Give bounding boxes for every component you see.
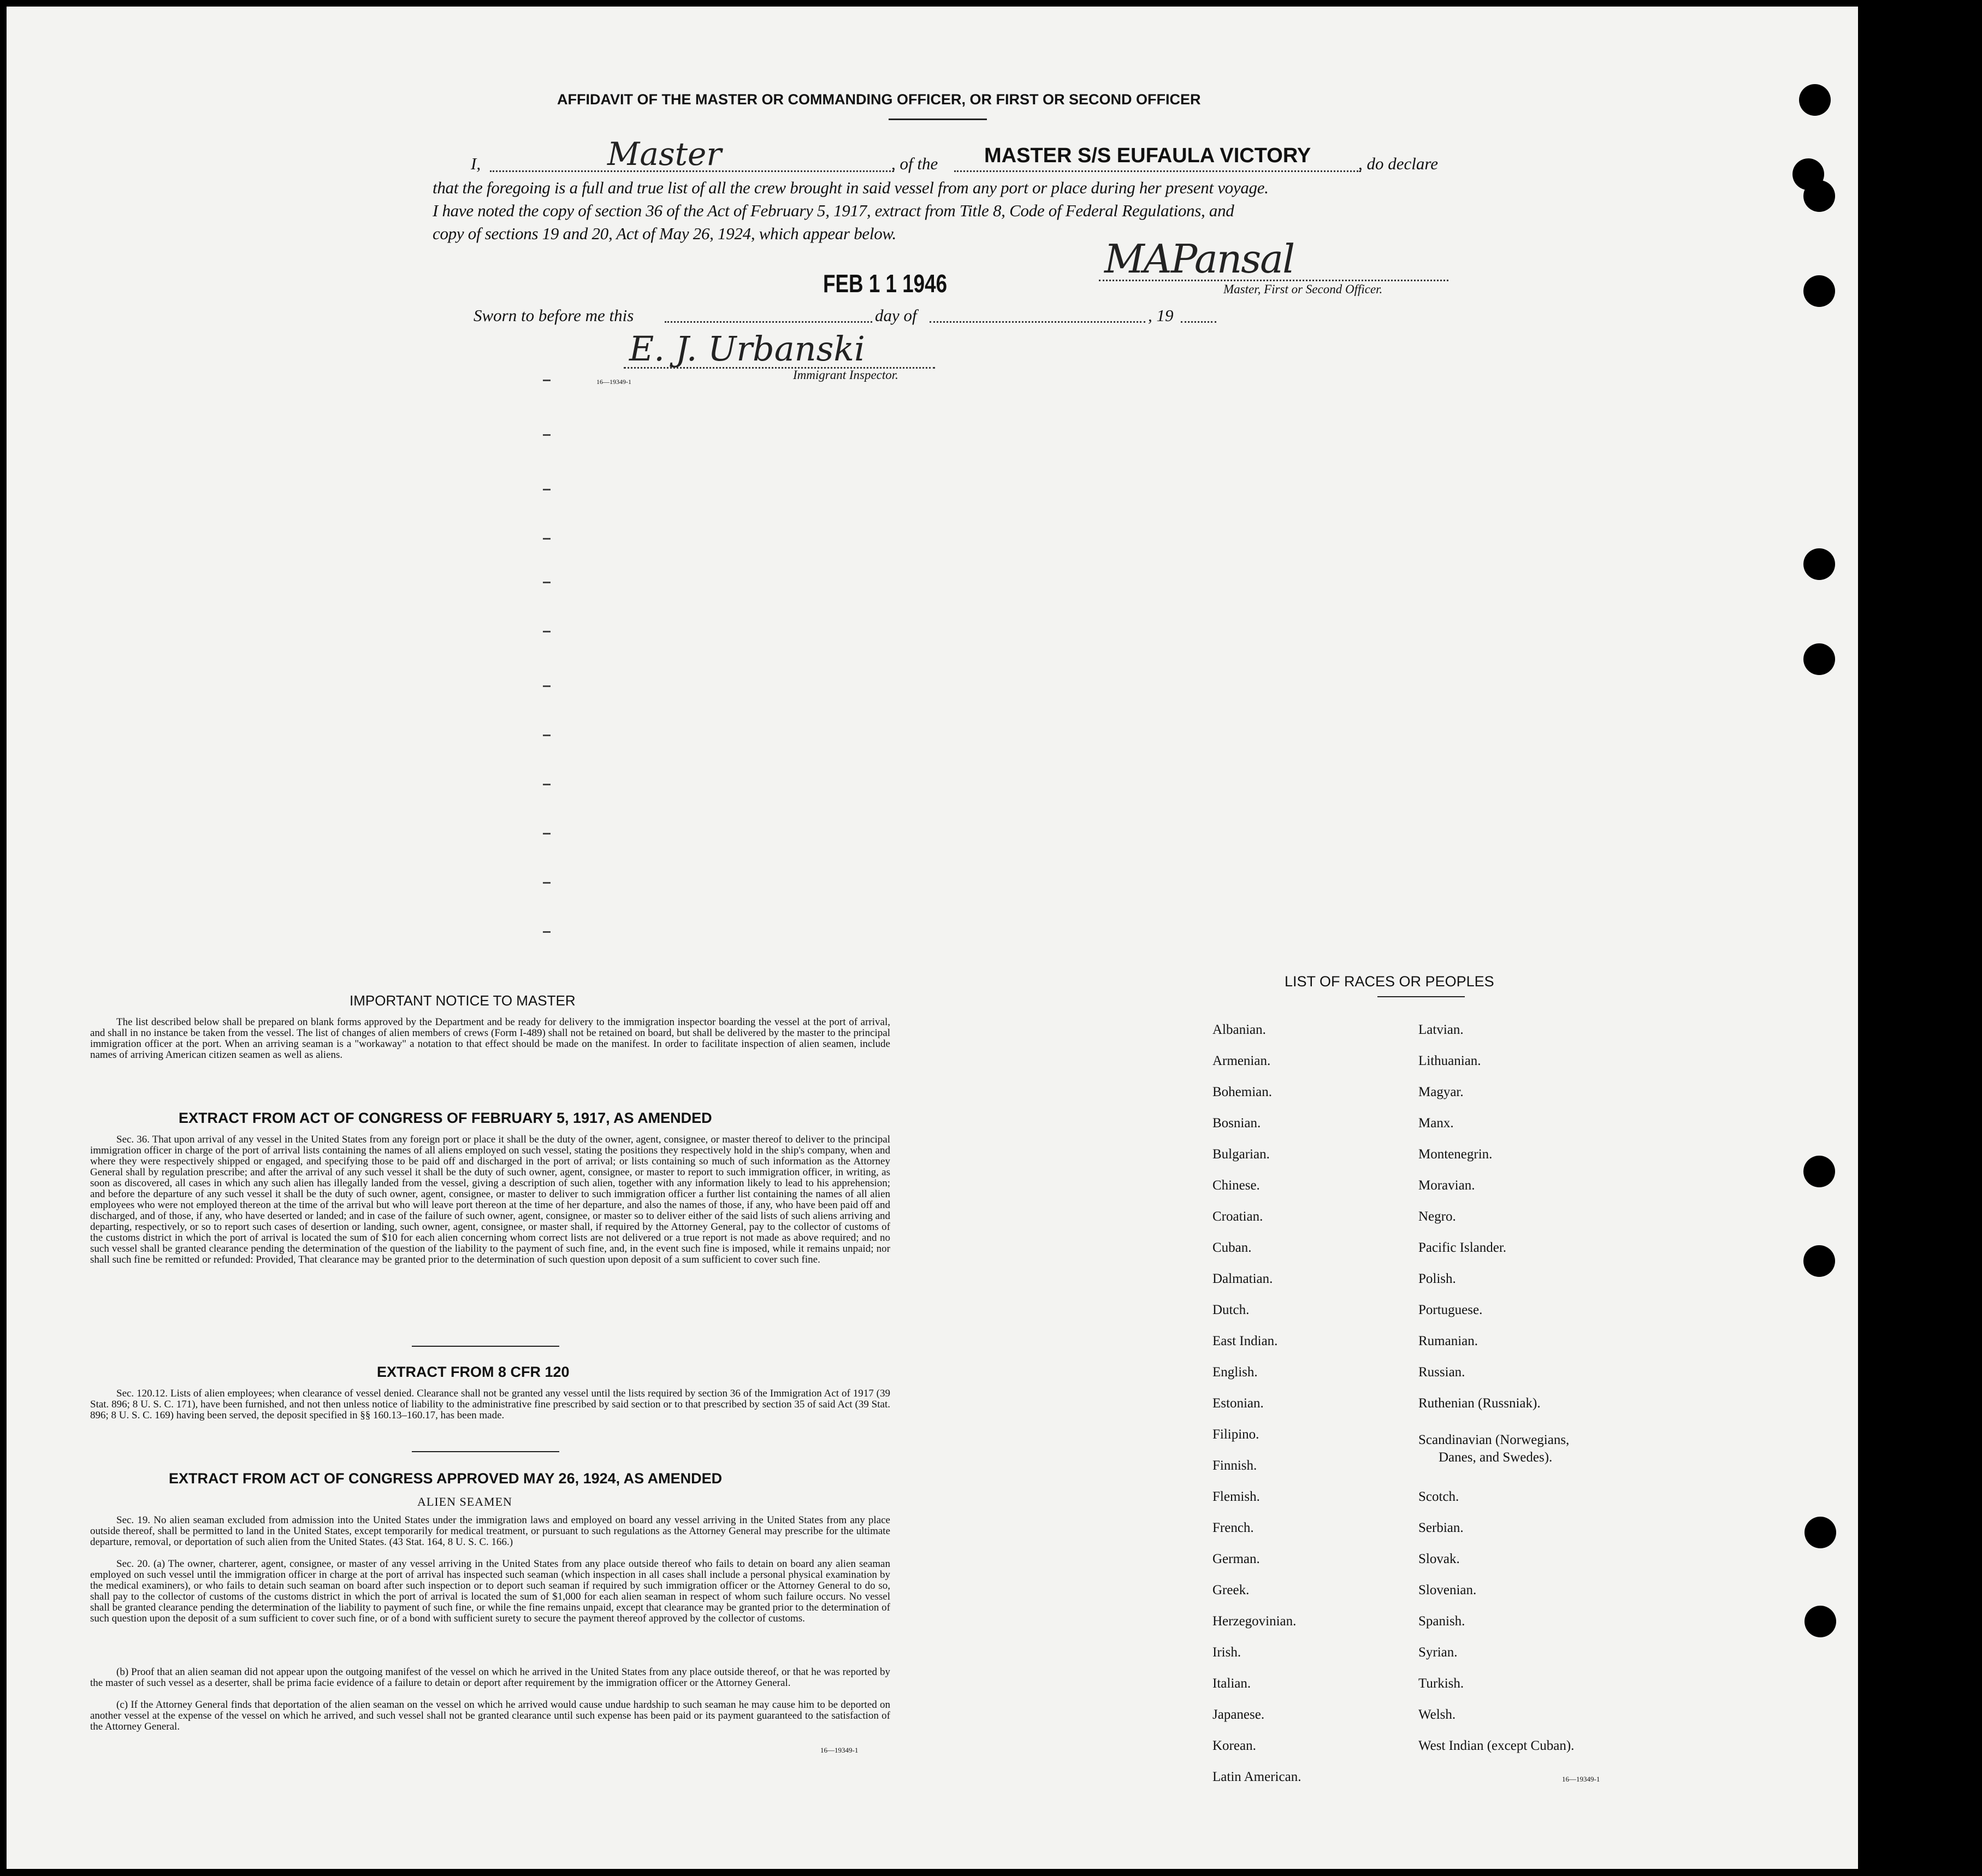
punch-hole (1803, 180, 1835, 212)
extract-form-number: 16—19349-1 (820, 1746, 859, 1754)
sworn-year: , 19 (1148, 306, 1174, 325)
race-item: Latin American. (1212, 1770, 1301, 1784)
sworn-label: Sworn to before me this (474, 306, 634, 325)
master-title-handwritten: Master (607, 135, 722, 173)
date-stamp: FEB 1 1 1946 (823, 269, 948, 298)
extract-1917-title: EXTRACT FROM ACT OF CONGRESS OF FEBRUARY 5, 1917, AS AMENDED (179, 1110, 712, 1126)
race-item: Portuguese. (1418, 1303, 1483, 1317)
race-item: Armenian. (1212, 1054, 1271, 1068)
race-item: Flemish. (1212, 1489, 1260, 1504)
affidavit-line-3: I have noted the copy of section 36 of the Act of February 5, 1917, extract from Title 8, Code of Federal Regulations, and (433, 201, 1234, 220)
race-item: Filipino. (1212, 1427, 1259, 1442)
inspector-signature: E. J. Urbanski (629, 329, 865, 369)
affidavit-of-the: , of the (891, 154, 938, 173)
inspector-caption: Immigrant Inspector. (793, 368, 898, 382)
affidavit-i-label: I, (471, 154, 481, 173)
race-item: Pacific Islander. (1418, 1240, 1507, 1255)
race-item: Herzegovinian. (1212, 1614, 1297, 1629)
race-item: Italian. (1212, 1676, 1251, 1691)
extract-1924-sec20a: Sec. 20. (a) The owner, charterer, agent, consignee, or master of any vessel arriving in the United States from any place outside thereof who fails to detain on board any alien seaman employed on such vessel until the immigration officer in charge at the port of arrival has inspected such seaman (which inspection in all cases shall include a personal physical examination by the medical examiners), or who fails to detain such seaman on board after such inspection or to deport such seaman if required by such immigration officer or the Attorney General to do so, shall pay to the collector of customs of the customs district in which the port of arrival is located the sum of $1,000 for each alien seaman in respect of whom such failure occurs. No vessel shall be granted clearance pending the determination of the liability to payment of such fine, or while the fine remains unpaid, except that clearance may be granted prior to the determination of such question upon the deposit of a sum sufficient to cover such fine, or of a bond with sufficient surety to secure the payment thereof approved by the collector of customs. (90, 1558, 890, 1624)
race-item: Dutch. (1212, 1303, 1250, 1317)
race-item: Montenegrin. (1418, 1147, 1493, 1162)
race-item: French. (1212, 1520, 1254, 1535)
punch-hole (1803, 643, 1835, 675)
race-item: Slovenian. (1418, 1583, 1477, 1597)
race-item: Bulgarian. (1212, 1147, 1270, 1162)
master-signature-caption: Master, First or Second Officer. (1223, 282, 1383, 296)
punch-hole (1804, 1517, 1836, 1548)
races-form-number: 16—19349-1 (1562, 1775, 1600, 1783)
race-item: Lithuanian. (1418, 1054, 1481, 1068)
race-item: Cuban. (1212, 1240, 1252, 1255)
extract-cfr-body: Sec. 120.12. Lists of alien employees; when clearance of vessel denied. Clearance shall not be granted any vessel until the lists required by section 36 of the Immigration Act of 1917 (39 Stat. 896; 8 U. S. C. 171), have been furnished, and not then unless notice of liability to the administrative fine prescribed by said section or to that prescribed by section 35 of said Act (39 Stat. 896; 8 U. S. C. 169) having been served, the deposit specified in §§ 160.13–160.17, has been made. (90, 1388, 890, 1421)
affidavit-title: AFFIDAVIT OF THE MASTER OR COMMANDING OFFICER, OR FIRST OR SECOND OFFICER (557, 91, 1201, 108)
alien-seamen-subtitle: ALIEN SEAMEN (417, 1495, 512, 1508)
race-item: Greek. (1212, 1583, 1250, 1597)
affidavit-form-number: 16—19349-1 (596, 378, 631, 386)
race-item: German. (1212, 1552, 1260, 1566)
extract-1924-sec19: Sec. 19. No alien seaman excluded from admission into the United States under the immigration laws and employed on board any vessel arriving in the United States from any place outside thereof, shall be permitted to land in the United States, except temporarily for medical treatment, or pursuant to such regulations as the Attorney General may prescribe for the ultimate departure, removal, or deportation of such alien from the United States. (43 Stat. 164, 8 U. S. C. 166.) (90, 1514, 890, 1548)
race-item: Danes, and Swedes). (1439, 1450, 1553, 1465)
race-item: West Indian (except Cuban). (1418, 1738, 1575, 1753)
punch-hole (1803, 275, 1835, 307)
race-item: Korean. (1212, 1738, 1256, 1753)
extract-1917-body: Sec. 36. That upon arrival of any vessel in the United States from any foreign port or place it shall be the duty of the owner, agent, consignee, or master thereof to deliver to the principal immigration officer in charge of the port of arrival lists containing the names of all aliens employed on such vessel, stating the positions they respectively hold in the ship's company, when and where they were respectively shipped or engaged, and specifying those to be paid off and discharged in the port of arrival; or lists containing so much of such information as the Attorney General shall by regulation prescribe; and after the arrival of any such vessel it shall be the duty of such owner, agent, consignee, or master to report to such immigration officer, in writing, as soon as discovered, all cases in which any such alien has illegally landed from the vessel, giving a description of such alien, together with any information likely to lead to his apprehension; and before the departure of any such vessel it shall be the duty of such owner, agent, consignee, or master to deliver to such immigration officer a further list containing the names of all alien employees who were not employed thereon at the time of the arrival but who will leave port thereon at the time of her departure, and also the names of those, if any, who have been paid off and discharged, and of those, if any, who have deserted or landed; and in case of the failure of such owner, agent, consignee, or master so to deliver either of the said lists of such aliens arriving and departing, respectively, or so to report such cases of desertion or landing, such owner, agent, consignee, or master shall, if required by the Attorney General, pay to the collector of customs of the customs district in which the port of arrival is located the sum of $10 for each alien concerning whom correct lists are not delivered or a true report is not made as above required; and no such vessel shall be granted clearance pending the determination of the question of the liability to the payment of such fine, and, in the event such fine is imposed, while it remains unpaid; nor shall such fine be remitted or refunded: Provided, That clearance may be granted prior to the determination of such question upon deposit of a sum sufficient to cover such fine. (90, 1134, 890, 1265)
extract-cfr-title: EXTRACT FROM 8 CFR 120 (377, 1364, 570, 1380)
race-item: Polish. (1418, 1271, 1456, 1286)
race-item: Bosnian. (1212, 1116, 1261, 1131)
race-item: Turkish. (1418, 1676, 1464, 1691)
race-item: Dalmatian. (1212, 1271, 1273, 1286)
race-item: Serbian. (1418, 1520, 1464, 1535)
race-item: Syrian. (1418, 1645, 1458, 1660)
affidavit-do-declare: , do declare (1358, 154, 1439, 173)
race-item: Albanian. (1212, 1022, 1266, 1037)
race-item: Scotch. (1418, 1489, 1459, 1504)
race-item: Slovak. (1418, 1552, 1460, 1566)
vessel-name-stamp: MASTER S/S EUFAULA VICTORY (984, 144, 1311, 167)
race-item: Manx. (1418, 1116, 1454, 1131)
punch-hole (1803, 548, 1835, 580)
race-item: Latvian. (1418, 1022, 1464, 1037)
punch-hole (1803, 1245, 1835, 1277)
notice-body: The list described below shall be prepared on blank forms approved by the Department and be ready for delivery to the immigration inspector boarding the vessel at the port of arrival, and shall in no instance be taken from the vessel. The list of changes of alien members of crews (Form I-489) shall not be retained on board, but shall be delivered by the master to the principal immigration officer at the port. When an arriving seaman is a "workaway" a notation to that effect should be made on the manifest. In order to facilitate inspection of alien seamen, include names of arriving American citizen seamen as well as aliens. (90, 1016, 890, 1061)
race-item: Estonian. (1212, 1396, 1264, 1411)
punch-hole (1804, 1606, 1836, 1637)
notice-title: IMPORTANT NOTICE TO MASTER (350, 992, 576, 1009)
race-item: Spanish. (1418, 1614, 1465, 1629)
punch-hole (1799, 84, 1831, 116)
extract-1924-sec20c: (c) If the Attorney General finds that deportation of the alien seaman on the vessel on which he arrived would cause undue hardship to such seaman he may cause him to be deported on another vessel at the expense of the vessel on which he arrived, and such vessel shall not be granted clearance until such expense has been paid or its payment guaranteed to the satisfaction of the Attorney General. (90, 1699, 890, 1732)
race-item: Rumanian. (1418, 1334, 1478, 1348)
race-item: Russian. (1418, 1365, 1465, 1380)
race-item: English. (1212, 1365, 1258, 1380)
race-item: Japanese. (1212, 1707, 1265, 1722)
sworn-day-of: day of (875, 306, 917, 325)
races-title: LIST OF RACES OR PEOPLES (1285, 973, 1494, 990)
race-item: Welsh. (1418, 1707, 1456, 1722)
master-signature: MAPansal (1104, 236, 1294, 282)
race-item: Croatian. (1212, 1209, 1263, 1224)
race-item: Chinese. (1212, 1178, 1260, 1193)
affidavit-line-2: that the foregoing is a full and true list of all the crew brought in said vessel from any port or place during her present voyage. (433, 178, 1269, 197)
race-item: East Indian. (1212, 1334, 1278, 1348)
race-item: Irish. (1212, 1645, 1241, 1660)
race-item: Moravian. (1418, 1178, 1475, 1193)
punch-hole (1803, 1156, 1835, 1187)
race-item: Negro. (1418, 1209, 1456, 1224)
race-item: Finnish. (1212, 1458, 1257, 1473)
extract-1924-title: EXTRACT FROM ACT OF CONGRESS APPROVED MAY 26, 1924, AS AMENDED (169, 1470, 723, 1487)
extract-1924-sec20b: (b) Proof that an alien seaman did not appear upon the outgoing manifest of the vessel on which he arrived in the United States from any place outside thereof, or that he was reported by the master of such vessel as a deserter, shall be prima facie evidence of a failure to detain or deport after requirement by the immigration officer or the Attorney General. (90, 1666, 890, 1689)
race-item: Bohemian. (1212, 1085, 1273, 1099)
race-item: Magyar. (1418, 1085, 1464, 1099)
race-item: Scandinavian (Norwegians, (1418, 1433, 1570, 1447)
race-item: Ruthenian (Russniak). (1418, 1396, 1541, 1411)
document-page (7, 7, 1858, 1869)
affidavit-line-4: copy of sections 19 and 20, Act of May 26, 1924, which appear below. (433, 224, 896, 243)
